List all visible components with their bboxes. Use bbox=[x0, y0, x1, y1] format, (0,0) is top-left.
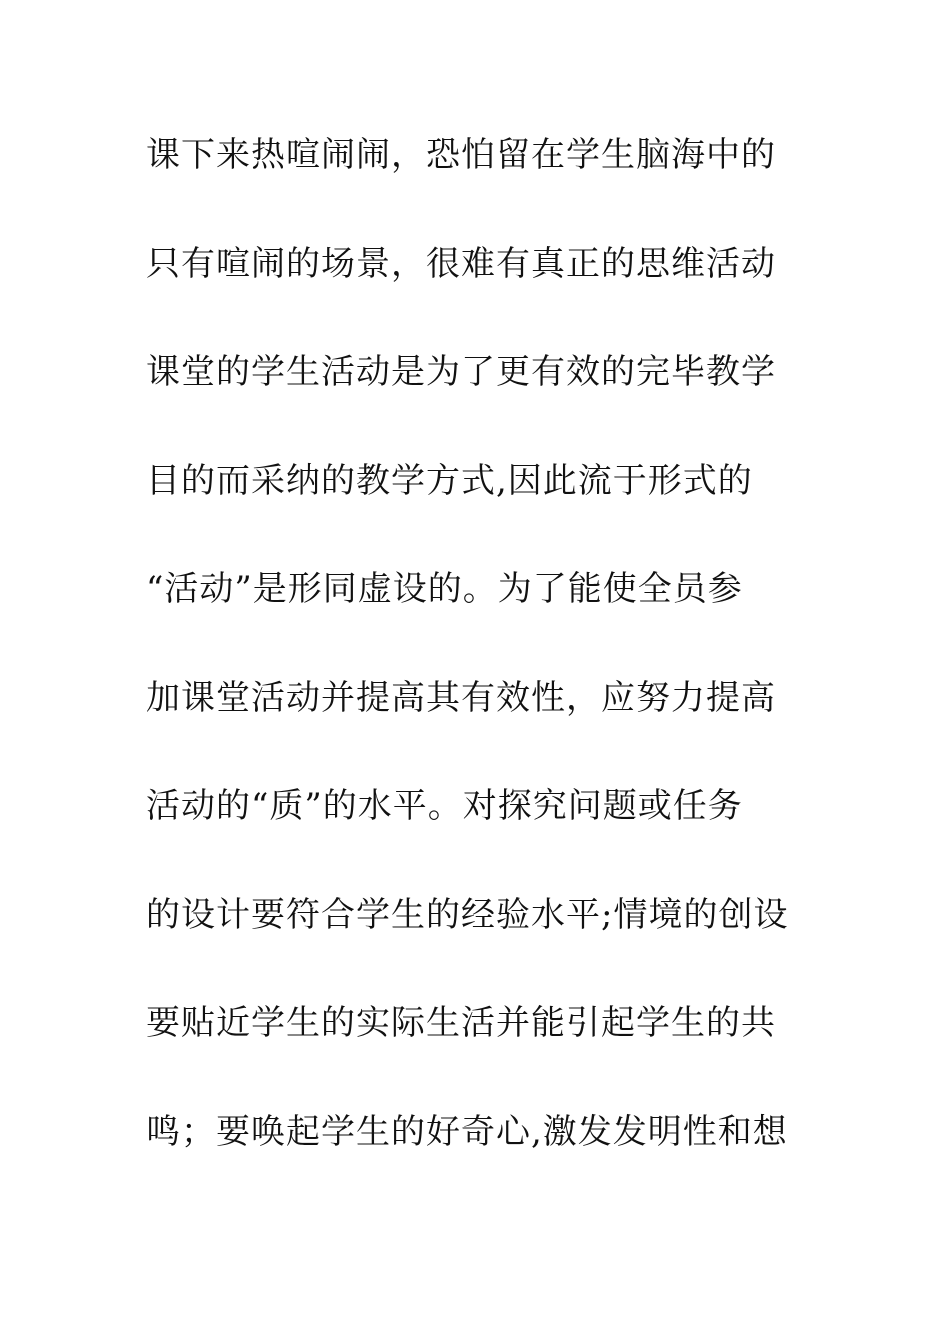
text-line-6: 加课堂活动并提高其有效性，应努力提高 bbox=[146, 677, 776, 718]
text-line-8: 的设计要符合学生的经验水平;情境的创设 bbox=[146, 894, 789, 935]
text-line-5: “活动”是形同虚设的。为了能使全员参 bbox=[146, 569, 743, 609]
text-line-1: 课下来热喧闹闹，恐怕留在学生脑海中的 bbox=[146, 135, 776, 175]
text-line-10: 鸣；要唤起学生的好奇心,激发发明性和想 bbox=[146, 1111, 788, 1152]
text-line-2: 只有喧闹的场景，很难有真正的思维活动 bbox=[146, 243, 776, 284]
text-line-3: 课堂的学生活动是为了更有效的完毕教学 bbox=[146, 352, 776, 392]
text-line-4: 目的而采纳的教学方式,因此流于形式的 bbox=[146, 460, 753, 501]
body-text bbox=[146, 127, 836, 1212]
text-line-7: 活动的“质”的水平。对探究问题或任务 bbox=[146, 786, 743, 826]
text-line-9: 要贴近学生的实际生活并能引起学生的共 bbox=[146, 1003, 776, 1043]
